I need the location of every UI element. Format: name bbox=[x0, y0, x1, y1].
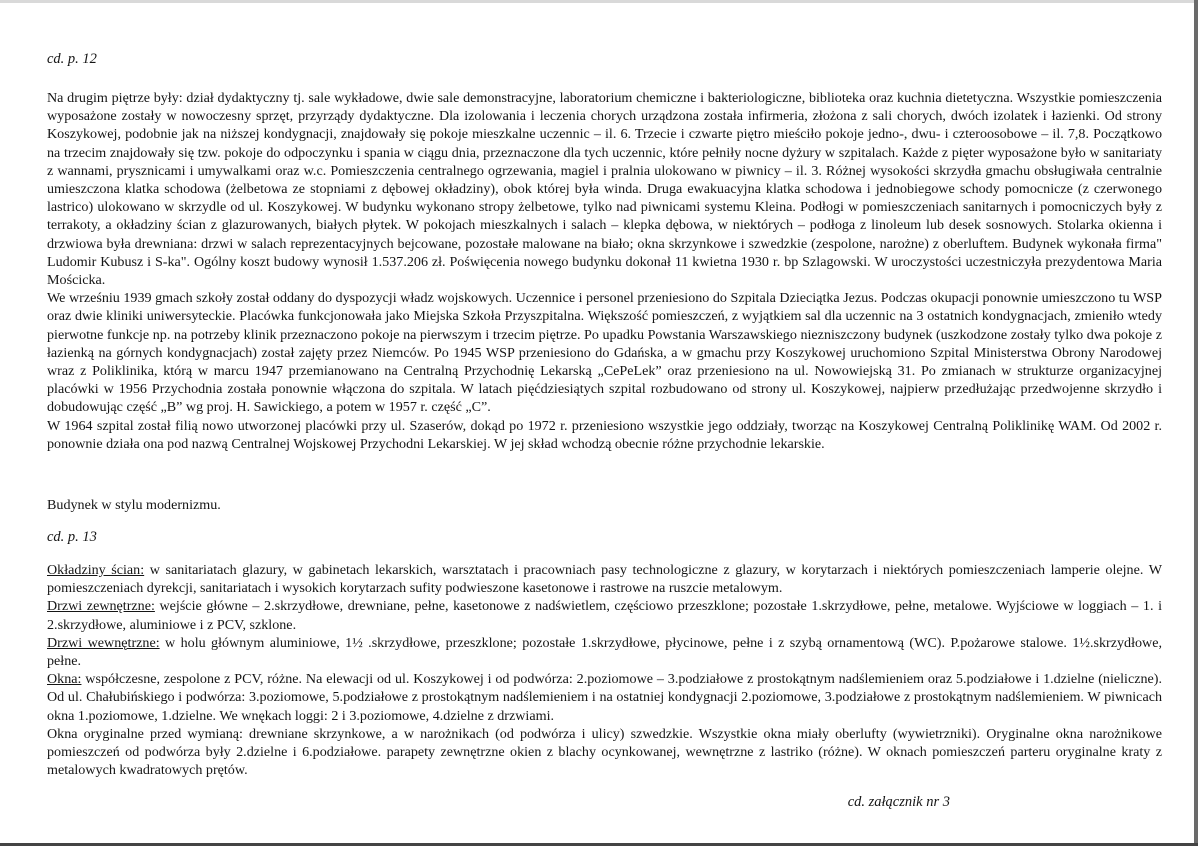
paragraph-second-floor: Na drugim piętrze były: dział dydaktyczny tj. sale wykładowe, dwie sale demonstracyjne, laboratorium chemiczne i bakteriologiczne, biblioteka oraz kuchnia dietetyczna. Wszystkie pomieszczenia wyposażone zostały w nowoczesny sprzęt, przyrządy dydaktyczne. Dla izolowania i leczenia chorych urządzona została infirmeria, złożona z sali chorych, dwóch izolatek i łazienki. Od strony Koszykowej, podobnie jak na niższej kondygnacji, znajdowały się pokoje mieszkalne uczennic – il. 6. Trzecie i czwarte piętro mieściło pokoje jedno-, dwu- i czteroosobowe – il. 7,8. Początkowo na trzecim znajdowały się tzw. pokoje do odpoczynku i spania w ciągu dnia, przeznaczone dla tych uczennic, które pełniły nocne dyżury w szpitalach. Każde z pięter wyposażone było w sanitariaty z wannami, prysznicami i umywalkami oraz w.c. Pomieszczenia centralnego ogrzewania, magiel i pralnia ulokowano w piwnicy – il. 3. Różnej wysokości skrzydła gmachu obsługiwała centralnie umieszczona klatka schodowa (żelbetowa ze stopniami z dębowej okładziny), obok której była winda. Druga ewakuacyjna klatka schodowa i jednobiegowe schody pomocnicze (z czerwonego lastrico) ulokowano w skrzydle od ul. Koszykowej. W budynku wykonano stropy żelbetowe, tylko nad piwnicami systemu Kleina. Podłogi w pomieszczeniach sanitarnych i pomocniczych były z terrakoty, a okładziny ścian z glazurowanych, białych płytek. W pokojach mieszkalnych i salach – klepka dębowa, w niektórych – podłoga z linoleum lub desek sosnowych. Stolarka okienna i drzwiowa była drewniana: drzwi w salach reprezentacyjnych bejcowane, pozostałe malowane na biało; okna skrzynkowe i szwedzkie (zespolone, narożne) z oberluftem. Budynek wykonała firma" Ludomir Kubusz i S-ka". Ogólny koszt budowy wynosił 1.537.206 zł. Poświęcenia nowego budynku dokonał 11 kwietna 1930 r. bp Szlagowski. W uroczystości uczestniczyła prezydentowa Maria Mościcka. bbox=[47, 90, 1162, 289]
detail-text: w sanitariatach glazury, w gabinetach lekarskich, warsztatach i pracowniach pasy technologiczne z glazury, w korytarzach i niektórych pomieszczeniach lamperie olejne. W pomieszczeniach dyrekcji, sanitariatach i wysokich korytarzach sufity podwieszone kasetonowe i rastrowe na ruszcie metalowym. bbox=[47, 562, 1162, 597]
detail-text: w holu głównym aluminiowe, 1½ .skrzydłowe, przeszklone; pozostałe 1.skrzydłowe, płycinowe, pełne i z szybą ornamentową (WC). P.pożarowe stalowe. 1½.skrzydłowe, pełne. bbox=[47, 634, 1162, 670]
detail-label: Drzwi zewnętrzne: bbox=[47, 598, 155, 615]
detail-label: Okładziny ścian: bbox=[47, 562, 145, 578]
detail-text: współczesne, zespolone z PCV, różne. Na elewacji od ul. Koszykowej i od podwórza: 2.poziomowe – 3.podziałowe z prostokątnym nadślemieniem oraz 5.podziałowe i 1.dzielne (nieliczne). Od ul. Chałubińskiego i podwórza: 3.poziomowe, 5.podziałowe z prostokątnym nadślemieniem i na ostatniej kondygnacji 2.poziomowe, 3.podziałowe z prostokątnym nadślemieniem. W piwnicach okna 1.poziomowe, 1.dzielne. We wnękach loggi: 2 i 3.poziomowe, 4.dzielne z drzwiami. bbox=[47, 671, 1162, 724]
style-statement: Budynek w stylu modernizmu. bbox=[47, 497, 221, 513]
continuation-ref-top: cd. p. 12 bbox=[47, 51, 97, 67]
style-section bbox=[47, 496, 1162, 514]
scan-edge-top bbox=[0, 0, 1198, 3]
scan-edge-right bbox=[1194, 0, 1198, 846]
detail-label: Okna: bbox=[47, 671, 82, 688]
detail-windows bbox=[47, 670, 1162, 725]
continuation-ref-mid: cd. p. 13 bbox=[47, 529, 97, 545]
detail-interior-doors bbox=[47, 634, 1162, 670]
paragraph-1964: W 1964 szpital został filią nowo utworzonej placówki przy ul. Szaserów, dokąd po 1972 r. przeniesiono wszystkie jego oddziały, tworząc na Koszykowej Centralną Poliklinikę WAM. Od 2002 r. ponownie działa ona pod nazwą Centralnej Wojskowej Przychodni Lekarskiej. W jej skład wchodzą obecnie różne przychodnie lekarskie. bbox=[47, 417, 1162, 452]
detail-wall-cladding bbox=[47, 561, 1162, 597]
details-section bbox=[47, 561, 1162, 779]
detail-text: wejście główne – 2.skrzydłowe, drewniane, pełne, kasetonowe z nadświetlem, częściowo przeszklone; pozostałe 1.skrzydłowe, pełne, metalowe. Wyjściowe w loggiach – 1. i 2.skrzydłowe, aluminiowe i z PCV, szklone. bbox=[47, 598, 1162, 633]
detail-label: Drzwi wewnętrzne: bbox=[47, 634, 160, 651]
paragraph-1939: We wrześniu 1939 gmach szkoły został oddany do dyspozycji władz wojskowych. Uczennice i personel przeniesiono do Szpitala Dzieciątka Jezus. Podczas okupacji ponownie umieszczono tu WSP oraz dwie kliniki uniwersyteckie. Placówka funkcjonowała jako Miejska Szkoła Przyszpitalna. Większość pomieszczeń, z wyjątkiem sal dla uczennic na 3 ostatnich kondygnacjach, zmieniło wtedy pierwotne funkcje np. na potrzeby klinik przeznaczono pokoje na pierwszym i trzecim piętrze. Po upadku Powstania Warszawskiego niezniszczony budynek (uszkodzone zostały tylko dwa pokoje z łazienką na górnych kondygnacjach) został zajęty przez Niemców. Po 1945 WSP przeniesiono do Gdańska, a w gmachu przy Koszykowej uruchomiono Szpital Ministerstwa Obrony Narodowej wraz z Poliklinika, którą w marcu 1947 przemianowano na Centralną Przychodnię Lekarską „CePeLek” oraz przeniesiono na ul. Nowowiejską 31. Po zmianach w strukturze organizacyjnej placówki w 1956 Przychodnia została ponownie włączona do szpitala. W latach pięćdziesiątych szpital rozbudowano od strony ul. Koszykowej, najpierw przedłużając przedwojenne skrzydło i dobudowując część „B” wg proj. H. Sawickiego, a potem w 1957 r. część „C”. bbox=[47, 290, 1162, 416]
detail-exterior-doors bbox=[47, 597, 1162, 633]
detail-original-windows: Okna oryginalne przed wymianą: drewniane skrzynkowe, a w narożnikach (od podwórza i ulicy) szwedzkie. Wszystkie okna miały oberlufty (wywietrzniki). Oryginalne okna narożnikowe pomieszczeń od podwórza były 2.dzielne i 6.podziałowe. parapety zewnętrzne okien z blachy ocynkowanej, wewnętrzne z lastriko (różne). W oknach pomieszczeń parteru oryginalne kraty z metalowych kwadratowych prętów. bbox=[47, 725, 1162, 779]
history-section bbox=[47, 89, 1162, 453]
continuation-ref-end: cd. załącznik nr 3 bbox=[847, 794, 950, 810]
